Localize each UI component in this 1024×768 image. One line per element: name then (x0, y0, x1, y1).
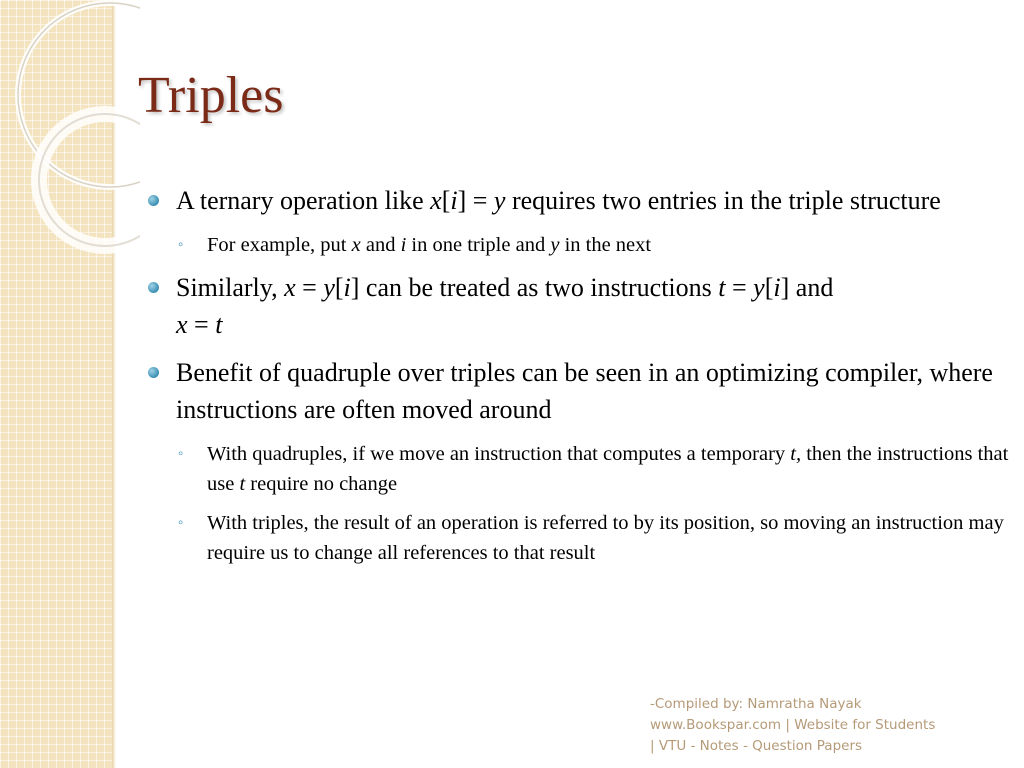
sub-bullet-ring-icon: ◦ (178, 515, 184, 531)
bullet-text: = (187, 310, 216, 339)
math-variable: i (450, 186, 458, 215)
bullet-text: in the next (559, 234, 652, 256)
bullet-text: With quadruples, if we move an instruction that computes a temporary (207, 443, 791, 465)
bullet-text: and (360, 234, 401, 256)
math-variable: y (323, 273, 335, 302)
bullet-text: [ (334, 273, 344, 302)
math-variable: t, (790, 443, 802, 465)
bullet-text: [ (764, 273, 774, 302)
bullet-dot-icon (148, 195, 159, 206)
bullet-text: ] can be treated as two instructions (350, 273, 719, 302)
footer-line-2: www.Bookspar.com | Website for Students (650, 717, 936, 733)
bullet-text: A ternary operation like (176, 186, 431, 215)
math-variable: i (400, 234, 407, 256)
bullet-text: [ (441, 186, 451, 215)
math-variable: x (176, 310, 188, 339)
bullet-item (148, 269, 1010, 343)
bullet-dot-icon (148, 282, 159, 293)
bullet-text: = (295, 273, 324, 302)
footer-credit (650, 694, 935, 757)
footer-line-3: | VTU - Notes - Question Papers (650, 738, 863, 754)
math-variable: y (753, 273, 765, 302)
bullet-text: With triples, the result of an operation is referred to by its position, so moving an instruction may require us to change all references to that result (207, 512, 1004, 564)
bullet-text: For example, put (207, 234, 352, 256)
bullet-text: Benefit of quadruple over triples can be seen in an optimizing compiler, where instructions are often moved around (176, 358, 993, 424)
bullet-text: ] = (457, 186, 494, 215)
math-variable: t (718, 273, 726, 302)
decorative-circles (0, 0, 140, 290)
bullet-text: = (725, 273, 754, 302)
bullet-text: in one triple and (406, 234, 551, 256)
bullet-dot-icon (148, 367, 159, 378)
bullet-text: Similarly, (176, 273, 285, 302)
math-variable: y (550, 234, 560, 256)
sub-bullet-ring-icon: ◦ (178, 446, 184, 462)
math-variable: y (493, 186, 506, 215)
bullet-item (148, 182, 1010, 219)
bullet-text: then the instructions that use (207, 443, 1009, 495)
slide-title: Triples (138, 67, 284, 124)
math-variable: t (239, 473, 246, 495)
bullet-item (148, 354, 1010, 428)
bullet-text: ] and (780, 273, 834, 302)
sub-bullet-item (148, 508, 1010, 568)
bullet-text: require no change (245, 473, 398, 495)
sub-bullet-ring-icon: ◦ (178, 237, 184, 253)
sub-bullet-item (148, 439, 1010, 499)
footer-line-1: -Compiled by: Namratha Nayak (650, 696, 862, 712)
math-variable: x (284, 273, 296, 302)
bullet-list (148, 182, 1010, 577)
sub-bullet-item (148, 230, 1010, 260)
math-variable: x (430, 186, 442, 215)
math-variable: i (773, 273, 781, 302)
bullet-text: requires two entries in the triple structure (505, 186, 941, 215)
math-variable: x (351, 234, 361, 256)
math-variable: i (343, 273, 351, 302)
math-variable: t (215, 310, 223, 339)
